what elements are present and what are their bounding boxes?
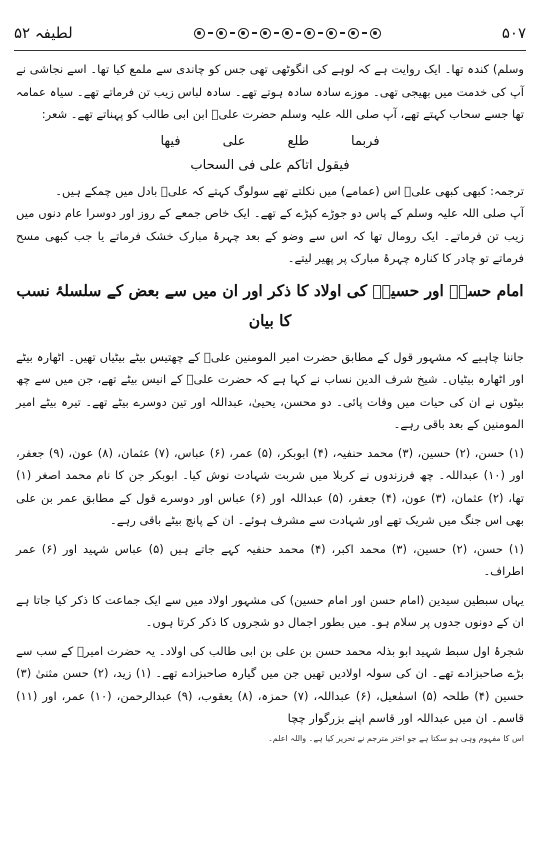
verse-word: علی <box>222 133 246 149</box>
paragraph-1: وسلم) کندہ تھا۔ ایک روایت ہے کہ لوہے کی انگوٹھی تھی جس کو چاندی سے ملمع کیا تھا۔ اسے نجاشی نے آپ کی خدمت میں بھیجی تھی۔ موزے سادہ سادہ ہوتے تھے۔ سادہ لباس زیب تن فرماتے تھے۔ سیاہ عمامہ تھا جسے سحاب کہتے تھے، آپ صلی اللہ علیہ وسلم حضرت علیؓ ابن ابی طالب کو پہناتے تھے۔ شعر: <box>16 62 524 121</box>
footnote: اس کا مفہوم وہی ہو سکتا ہے جو اختر مترجم نے تحریر کیا ہے۔ واللہ اعلم۔ <box>268 733 524 743</box>
translation-paragraph: ترجمہ: کبھی کبھی علیؓ اس (عمامے) میں نکلتے تھے سولوگ کہتے کہ علیؓ بادل میں چمکے ہیں۔ <box>55 183 524 198</box>
paragraph-3: آپ صلی اللہ علیہ وسلم کے پاس دو جوڑے کپڑے کے تھے۔ ایک خاص جمعے کے روز اور دوسرا عام دنوں میں زیب تن فرماتے۔ ایک رومال تھا کہ اس سے وضو کے بعد چہرۂ مبارک خشک فرماتے یا جب کبھی مسح فرماتے تو چادر کا کنارہ چہرۂ مبارک پر پھیر لیتے۔ <box>16 206 524 265</box>
verse-line-1 <box>16 130 524 154</box>
verse-word: فیھا <box>160 133 181 149</box>
page-header <box>14 20 526 46</box>
paragraph-6: (۱) حسن، (۲) حسین، (۳) محمد اکبر، (۴) محمد حنفیہ کہے جاتے ہیں (۵) عباس شہید اور (۶) عمر اطراف۔ <box>16 541 525 578</box>
verse-line-2: فیقول اتاکم علی فی السحاب <box>190 157 350 173</box>
paragraph-8: شجرۂ اول سبط شہید ابو بذلہ محمد حسن بن علی بن ابی طالب کی اولاد۔ یہ حضرت امیرؓ کے سب سے بڑے صاحبزادے تھے۔ ان کی سولہ اولادیں تھیں جن میں گیارہ صاحبزادے تھے۔ (۱) زید، (۲) حسن مثنیٰ (۳) حسین (۴) طلحہ (۵) اسمٰعیل، (۶) عبداللہ، (۷) حمزہ، (۸) یعقوب، (۹) عبدالرحمن، (۱۰) عمر، اور (۱۱) قاسم۔ ان میں عبداللہ اور قاسم اپنے بزرگوار چچا <box>16 643 525 725</box>
page-number: ۵۰۷ <box>501 24 526 42</box>
verse-word: طلع <box>287 133 310 149</box>
paragraph-5: (۱) حسن، (۲) حسین، (۳) محمد حنفیہ، (۴) ابوبکر، (۵) عمر، (۶) عباس، (۷) عثمان، (۸) عون، (۹) جعفر، اور (۱۰) عبداللہ۔ چھ فرزندوں نے کربلا میں شربت شہادت نوش کیا۔ ابوبکر جن کا نام محمد اصغر (۱) تھا، (۲) عثمان، (۳) عون، (۴) جعفر، (۵) عبداللہ اور (۶) عباس اور دوسرے قول کے مطابق عمر بن علی بھی اس جنگ میں شریک تھے اور شہادت سے مشرف ہوئے۔ ان کے پانچ بیٹے باقی رہے۔ <box>16 445 525 527</box>
verse-word: فربما <box>351 133 380 149</box>
page-body <box>16 58 524 845</box>
paragraph-4: جاننا چاہیے کہ مشہور قول کے مطابق حضرت امیر المومنین علیؓ کے چھتیس بیٹے بیٹیاں تھیں۔ اٹھارہ بیٹے اور اٹھارہ بیٹیاں۔ شیخ شرف الدین نساب نے کہا ہے کہ حضرت علیؓ کے انیس بیٹے تھے، جن میں سے چھ بیٹوں نے ان کی حیات میں وفات پائی۔ دو محسن، یحییٰ، عبداللہ اور تین دوسرے بیٹے تھے۔ تیرہ بیٹے امیر المومنین کے بعد باقی رہے۔ <box>16 349 524 431</box>
header-rule <box>14 50 526 51</box>
section-heading: امام حسنؓ اور حسینؓ کی اولاد کا ذکر اور ان میں سے بعض کے سلسلۂ نسب کا بیان <box>16 280 524 330</box>
paragraph-7: یہاں سبطین سیدین (امام حسن اور امام حسین) کی مشہور اولاد میں سے ایک جماعت کا ذکر کیا جاتا ہے ان کے دونوں جدوں پر سلام ہو۔ میں بطور اجمال دو شجروں کا ذکر کرتا ہوں۔ <box>16 592 524 629</box>
chapter-title: لطیفہ ۵۲ <box>14 24 73 42</box>
header-ornament <box>194 28 381 39</box>
